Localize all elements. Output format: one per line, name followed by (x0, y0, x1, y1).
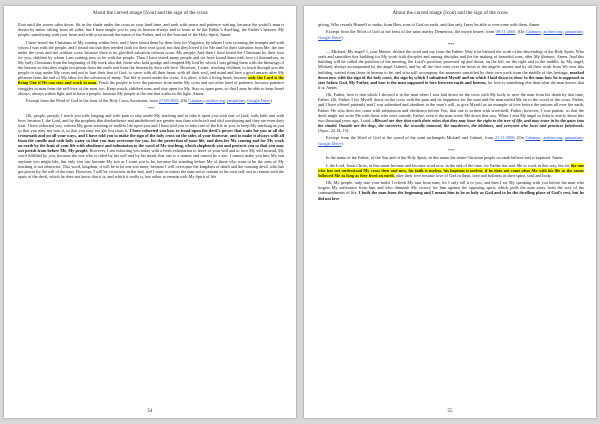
archive-link[interactable]: archive.org (543, 29, 563, 35)
section-separator: *** (147, 105, 155, 111)
left-page (4, 6, 296, 418)
excerpt-citation: Excerpt from the Word of God at the synod of the saint archangels Michael and Gabriel, from 21-11-2006. (On Calameo; archive.org; jampsfunc; Google Drive) (318, 135, 584, 146)
bold-text: I have exhorted you how to tread upon the devil’s power that waits for you at all the crossroads and on all your ways, and I have told you to make the sign of the holy cross on the sides of your footwear, and to make it always with all from the candle and with holy water so that you may overcome for you, for the protection of your life, and then for My coming and for My work on earth by the fruit of your life with obedience and submission to the word of My teaching, which shepherds you and protects you so that you may not perish from before Me, My people. (18, 127, 284, 154)
calameo-link[interactable]: Calameo (525, 135, 541, 141)
page-number: 55 (447, 409, 453, 414)
paragraph: Oh, My people, only into your midst I refresh My ram from man, for I only tell it to you, and then I set My speaking with you before the man who forgets My sufferance from him and who diminish My victory for him against the opposing spirit, which pulls the man away from the way of the commandments of life. I built the man from the beginning and I meant him to be as holy as God and to be the dwelling place of God’s rest, but he did not love (318, 180, 584, 201)
quote-text: «Blessed are they that wash their robes that they may have the right to the tree of life, and may enter in by the gates into the citadel. Outside are the dogs, the sorcerers, the sexually immoral, the murderers, the idolaters, and everyone who loves and practices falsehood» (318, 117, 584, 128)
section-separator: *** (447, 42, 455, 48)
archive-link[interactable]: archive.org (543, 135, 563, 141)
date-link[interactable]: 08-11-2005 (495, 29, 516, 35)
right-page (304, 6, 596, 418)
jampsfunc-link[interactable]: jampsfunc (227, 98, 245, 104)
excerpt-citation: Excerpt from the Word of God at the feast of the Holy Cross Ascension, from 27-09-2005. (On Calameo; archive.org; jampsfunc; Google Drive) (26, 98, 272, 104)
paragraph: float until the waves calm down. Sit in the shade under the cross in your hard time, and seek with peace and patience waiting, because the world’s man is drawn by mites calling from all sides, but I have taught you to stay in heaven always and to learn to be the Father’s dwelling, the Father’s heaven. My people, sanctifying with your heart and with your mouth the name of the Father, and of the Son and of the Holy Spirit. Amen. (18, 22, 284, 38)
highlighted-text: only the Lord is the living One if He can stay and work in man. (18, 75, 284, 86)
archive-link[interactable]: archive.org (205, 98, 225, 104)
page-number: 54 (147, 409, 153, 414)
page-header: About the carved image (Icon) and the sign of the cross (92, 10, 208, 16)
paragraph: Oh, Father, love is that which I showed it to the man when I was laid down on the cross with My body to save the man from his death by that time, Father. Oh, Father, I lay Myself down on the cross with the pain and its happiness for the man and the man nailed Me on to the wood of the cross, Father, and I have offered patiently and I was submitted and obedient to the man’s will, to give Myself as an example of love before the nations all over the earth, Father. He who does not come with submission and obedience before You, that one is written with wretchedl, Father; however, I was patient, so that the devil might not write Me with those who were outside, Father, even if the man wrote Me down that way. When I sent My angel to John to testify about this two thousand years ago, I said: «Blessed are they that wash their robes that they may have the right to the tree of life, and may enter in by the gates into the citadel. Outside are the dogs, the sorcerers, the sexually immoral, the murderers, the idolaters, and everyone who loves and practices falsehood» (Apoc. 22:14, 15). (318, 92, 584, 133)
bold-text: marked down now with the sign of the holy cross, the sign by which I submitted Myself and on which I laid down to show to the man how he is supposed to stay before God, My Father, and how is the man supposed to love between earth and heaven, (318, 69, 584, 85)
calameo-link[interactable]: Calameo (188, 98, 204, 104)
google-drive-link[interactable]: Google Drive (318, 34, 342, 40)
date-link[interactable]: 21-11-2006 (494, 135, 515, 141)
date-link[interactable]: 27-09-2005 (158, 98, 179, 104)
page-header: About the carved image (Icon) and the sign of the cross (392, 10, 508, 16)
paragraph: giving, Who reveals Himself to make, from Him, sons of God on earth, and that only I may be able to overcome with them. Amen. (318, 22, 541, 27)
paragraph: I have tested the Christians of My coming within love, and I have tasted them by their love for Virginica, by whom I was scouring the trumpet and with whom I was with the people, and I found out that they needed faith for their own good, not that they loved it for Me and for their salvation from Me, the one under the cross and not without cross, because there is no glorified salvation without cross. My people: And then I have tested the Christians by their love for you, children by whom I am coming now to be with the people. Then I have tested many people and we have found them with love of themselves, as My early Christians from the beginning of My work also did, those who hold grudge and tempted My lord by which I was gifting them with the blessings of the heaven so that they might not perish from the earth and from the heaven by their self-love. However, I want, teaching children, to teach through you the people to stay under My cross and not to lose their fear of God, to carve with all their heart, with all their soul, and mind and love a good answer after My pleasure from the end of My labor for the salvation of many. The life is sweet under the cross; it is alive, it has a living heart, because only the Lord is the living One if He can stay and work in man. Teach the people to love the patience from under My cross and not other kind of patience, because patience struggles in man from the self-love of the man, too. Keep watch, children sons, and stay open for My. Stay so open goes, so that I may be able to keep Israel always, always within light and to have a people, because My people is the one that walks in the light. Amen. (18, 39, 284, 96)
google-drive-link[interactable]: Google Drive (247, 98, 271, 104)
jampsfunc-link[interactable]: jampsfunc (565, 29, 583, 35)
excerpt-citation: Excerpt from the Word of God at the feast of the saint martyr Demetrios, the myrrh bearer, from 08-11-2005. (On Calameo; archive.org; jampsfunc; Google Drive) (318, 29, 584, 40)
google-drive-link[interactable]: Google Drive (318, 140, 342, 146)
highlighted-text: the one who has not understood My cross then and now, his faith is useless, his baptism is useless, if he does not come after Me with his life as the saints followed Me as long as they lived on earth, (318, 162, 584, 178)
paragraph: In the name of the Father, of the Son and of the Holy Spirit, in this name the entire Christian people on earth believe and is baptized. Amen. (326, 155, 564, 161)
calameo-link[interactable]: Calameo (525, 29, 541, 35)
bold-text: I built the man from the beginning and I meant him to be as holy as God and to be the dwelling place of God’s rest, but he did not love (318, 190, 584, 201)
page-body (318, 22, 584, 400)
paragraph: Oh, people, people, I teach you with longing and with pain to stay under My teaching and to take it upon you with fear of God, with faith and with love, because I, the Lord, and by the prophets that disobedience and misbelieved are greater sins than witchcraft and idol worshiping and they are even their fruit. I have exhorted you, written My great teaching of endless life upon you and I have told you to take care of the life in you, to keep My teaching as you so that you may not lose it, so that you may not get lost from it. I have exhorted you how to tread upon the devil’s power that waits for you at all the crossroads and on all your ways, and I have told you to make the sign of the holy cross on the sides of your footwear, and to make it always with all from the candle and with holy water so that you may overcome for you, for the protection of your life, and then for My coming and for My work on earth by the fruit of your life with obedience and submission to the word of My teaching, which shepherds you and protects you so that you may not perish from before Me, My people. However, I am exhorting you today with a fresh exhortation to leave of your will and to love My will instead, My word fulfilled by you, because the one who is ruled by his will and by his mind, that one is a master and cannot be a son. I cannot make you into My son anytime you might like, but only you can become My son as I want you to be, because the standing before Me of those who want to be the sons of My teaching is not otherwise. This word, kingdom, it will be to be one son more, because I will overcome the kingdom of death and the cunning devil, who has got power by the will of the man. However, I will be victorious in the end, and I want to exhort the man not to remain in his own self, not to remain with the spirit of the devil, which he does not know that it is, and which it really is, but rather to remain with My Spirit of life (18, 112, 284, 179)
page-body (18, 22, 284, 400)
paragraph: — Michael, My angel! I, your Master, declare the word and say from the Father: May it be blessed the work of the descending of the Holy Spirit, Who seals and sanctifies this building for My work with disciples and among disciples and for the making of beautiful sons, after My likeness. Amen. And this building will be called the pavilion of the meeting, the Lord’s pavilion, protected up and down, on the left, on the right and in the middle, by My angel, Michael, always accompanied by the angel Gabriel, and by all the first ones over the hosts of the angelic armies and by all their work from We over this building, waited from those in heaven to be, and who will accompany the moments sanctified by their own work from the middle of this heritage, marked down now with the sign of the holy cross, the sign by which I submitted Myself and on which I laid down to show to the man how he is supposed to stay before God, My Father, and how is the man supposed to love between earth and heaven, for love is something else than what the man knows that it is. Amen. (318, 49, 584, 90)
jampsfunc-link[interactable]: jampsfunc (565, 135, 583, 141)
section-separator: *** (447, 148, 455, 154)
paragraph: I, the Lord, Jesus Christ, in this name became and become word now, in the end of the time, for Father has sent Me to work in this way, but for the one who has not understood My cross then and now, his faith is useless, his baptism is useless, if he does not come after Me with his life as the saints followed Me as long as they lived on earth, after their love became love of God in them, love and holiness in their spirit, soul and body. (318, 162, 584, 178)
